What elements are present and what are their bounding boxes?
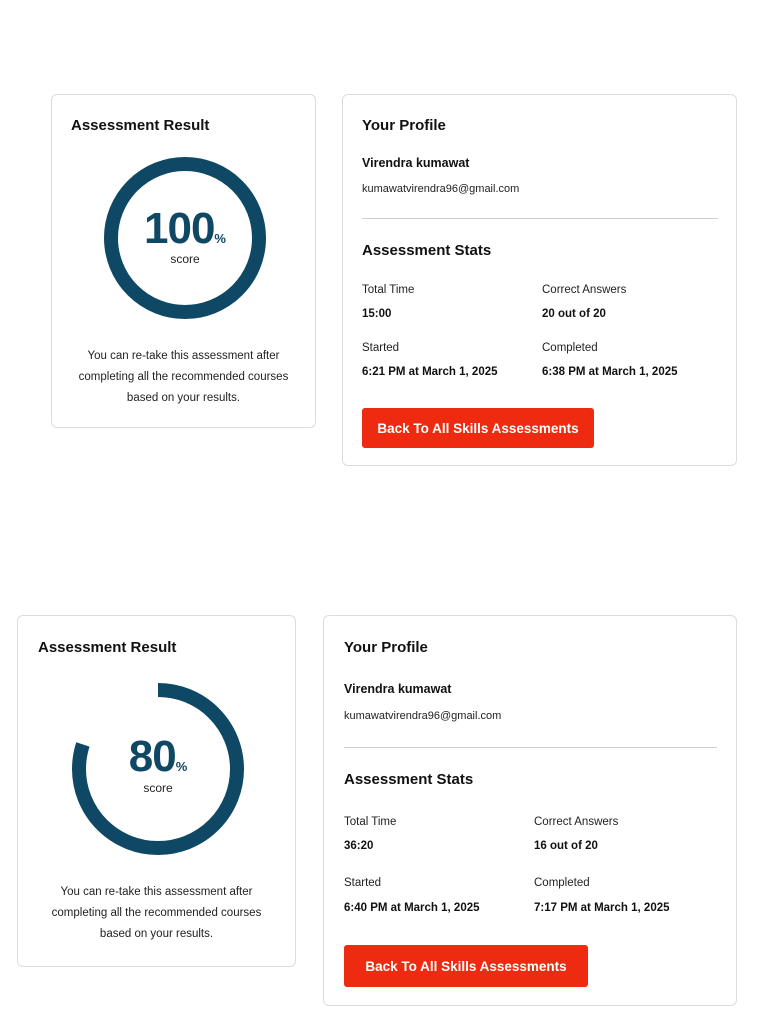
- total-time-label: Total Time: [344, 816, 397, 828]
- retake-note-line: You can re-take this assessment after: [60, 886, 253, 898]
- score-value: 80: [128, 732, 176, 781]
- back-to-assessments-button[interactable]: Back To All Skills Assessments: [362, 408, 594, 448]
- retake-note-line: You can re-take this assessment after: [87, 350, 280, 362]
- profile-card-title: Your Profile: [362, 117, 446, 134]
- profile-email: kumawatvirendra96@gmail.com: [362, 183, 520, 195]
- profile-email: kumawatvirendra96@gmail.com: [344, 710, 502, 722]
- retake-note: [52, 346, 315, 409]
- correct-answers-value: 16 out of 20: [534, 840, 598, 852]
- retake-note-line: based on your results.: [126, 392, 241, 404]
- retake-note-line: completing all the recommended courses: [78, 371, 289, 383]
- completed-value: 6:38 PM at March 1, 2025: [542, 366, 678, 378]
- stats-title: Assessment Stats: [362, 242, 492, 259]
- score-caption: score: [170, 252, 200, 266]
- started-label: Started: [344, 877, 382, 889]
- score-ring: [100, 153, 270, 323]
- assessment-result-card: [51, 94, 316, 428]
- profile-card-title: Your Profile: [344, 639, 428, 656]
- correct-answers-label: Correct Answers: [534, 816, 619, 828]
- score-caption: score: [143, 781, 173, 795]
- completed-value: 7:17 PM at March 1, 2025: [534, 902, 670, 914]
- total-time-value: 15:00: [362, 308, 392, 320]
- back-to-assessments-button[interactable]: Back To All Skills Assessments: [344, 945, 588, 987]
- completed-label: Completed: [542, 342, 598, 354]
- score-ring: [68, 679, 248, 859]
- profile-card: [342, 94, 737, 466]
- score-percent-sign: %: [214, 231, 226, 246]
- correct-answers-value: 20 out of 20: [542, 308, 606, 320]
- correct-answers-label: Correct Answers: [542, 284, 627, 296]
- retake-note: [18, 882, 295, 945]
- profile-divider: [344, 747, 717, 748]
- completed-label: Completed: [534, 877, 590, 889]
- started-value: 6:21 PM at March 1, 2025: [362, 366, 498, 378]
- assessment-result-card: [17, 615, 296, 967]
- profile-name: Virendra kumawat: [344, 682, 452, 696]
- retake-note-line: completing all the recommended courses: [51, 907, 262, 919]
- score-percent-sign: %: [175, 759, 188, 774]
- total-time-value: 36:20: [344, 840, 374, 852]
- profile-card: [323, 615, 737, 1006]
- total-time-label: Total Time: [362, 284, 415, 296]
- stats-title: Assessment Stats: [344, 771, 474, 788]
- profile-divider: [362, 218, 718, 219]
- profile-name: Virendra kumawat: [362, 156, 470, 170]
- started-value: 6:40 PM at March 1, 2025: [344, 902, 480, 914]
- retake-note-line: based on your results.: [99, 928, 214, 940]
- result-card-title: Assessment Result: [71, 117, 210, 134]
- started-label: Started: [362, 342, 400, 354]
- score-value: 100: [144, 204, 215, 253]
- result-card-title: Assessment Result: [38, 639, 177, 656]
